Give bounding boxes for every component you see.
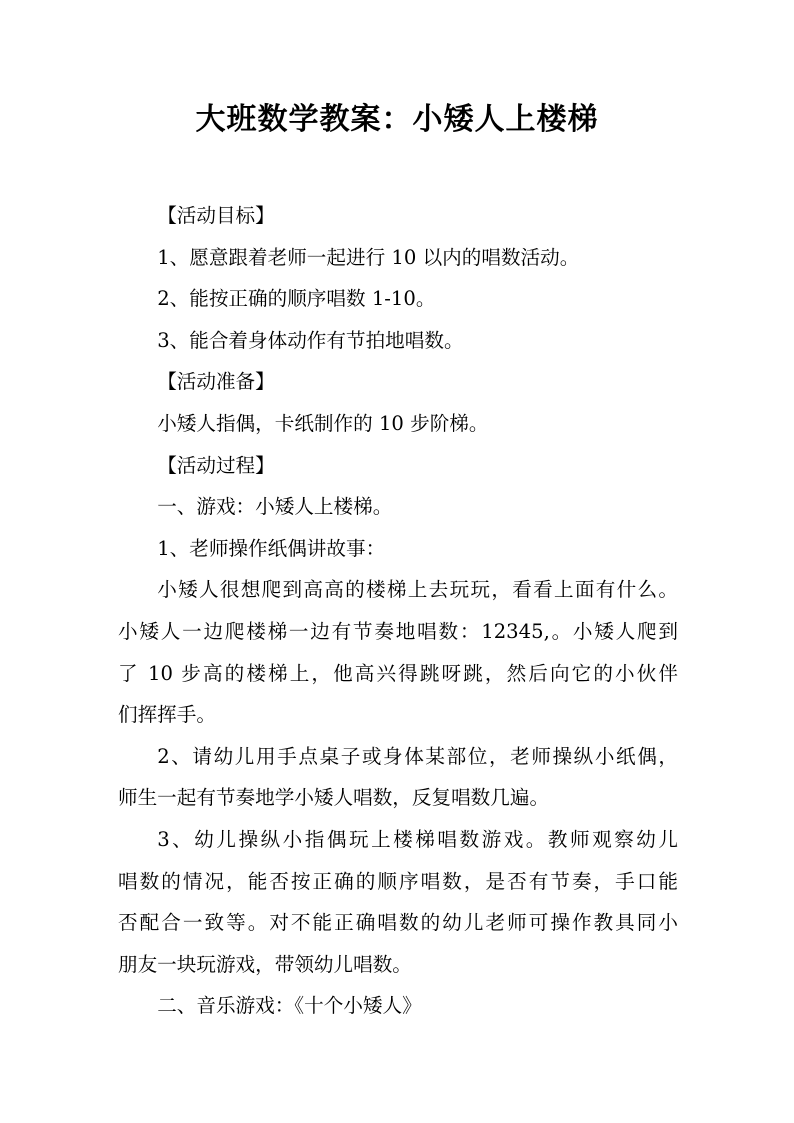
story-line-1: 小矮人很想爬到高高的楼梯上去玩玩，看看上面有什么。 xyxy=(157,578,678,602)
process-step-one-2-line-2: 师生一起有节奏地学小矮人唱数，反复唱数几遍。 xyxy=(118,786,550,810)
story-line-4: 们挥挥手。 xyxy=(118,703,216,727)
document-body xyxy=(118,195,678,1027)
process-step-one-3-line-1: 3、幼儿操纵小指偶玩上楼梯唱数游戏。教师观察幼儿 xyxy=(157,827,678,851)
story-line-3: 了 10 步高的楼梯上，他高兴得跳呀跳，然后向它的小伙伴 xyxy=(118,661,678,685)
section-heading-process: 【活动过程】 xyxy=(157,453,275,477)
goal-item-1: 1、愿意跟着老师一起进行 10 以内的唱数活动。 xyxy=(157,245,580,269)
process-step-one-1: 1、老师操作纸偶讲故事： xyxy=(157,536,386,560)
story-line-2: 小矮人一边爬楼梯一边有节奏地唱数：12345,。小矮人爬到 xyxy=(118,619,678,643)
document-title: 大班数学教案：小矮人上楼梯 xyxy=(195,102,599,137)
process-step-two: 二、音乐游戏：《十个小矮人》 xyxy=(157,994,422,1018)
goal-item-3: 3、能合着身体动作有节拍地唱数。 xyxy=(157,328,464,352)
process-step-one-3-line-3: 否配合一致等。对不能正确唱数的幼儿老师可操作教具同小 xyxy=(118,911,678,935)
process-step-one-2-line-1: 2、请幼儿用手点桌子或身体某部位，老师操纵小纸偶， xyxy=(157,744,678,768)
preparation-text: 小矮人指偶，卡纸制作的 10 步阶梯。 xyxy=(157,411,489,435)
process-step-one: 一、游戏：小矮人上楼梯。 xyxy=(157,495,393,519)
section-heading-goals: 【活动目标】 xyxy=(157,204,275,227)
goal-item-2: 2、能按正确的顺序唱数 1-10。 xyxy=(157,287,436,311)
section-heading-preparation: 【活动准备】 xyxy=(157,370,275,394)
process-step-one-3-line-2: 唱数的情况，能否按正确的顺序唱数，是否有节奏，手口能 xyxy=(118,869,678,893)
process-step-one-3-line-4: 朋友一块玩游戏，带领幼儿唱数。 xyxy=(118,952,412,976)
